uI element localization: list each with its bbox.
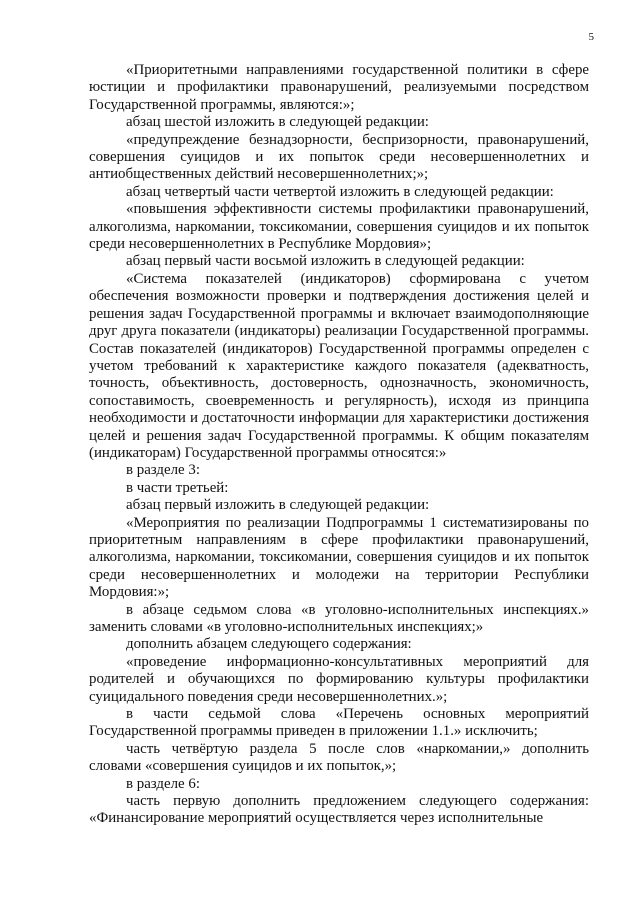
paragraph: абзац четвертый части четвертой изложить в следующей редакции:: [126, 183, 554, 200]
paragraph: в части третьей:: [126, 479, 229, 496]
paragraph: часть четвёртую раздела 5 после слов «наркомании,» дополнить словами «совершения суицидов и их попыток,»;: [89, 740, 589, 775]
paragraph: часть первую дополнить предложением следующего содержания: «Финансирование мероприятий осуществляется через исполнительные: [89, 793, 589, 827]
paragraph: в разделе 3:: [126, 462, 200, 479]
paragraph: «предупреждение безнадзорности, беспризорности, правонарушений, совершения суицидов и их попыток среди несовершеннолетних и антиобщественных действий несовершеннолетних;»;: [89, 131, 589, 183]
paragraph: «Мероприятия по реализации Подпрограммы 1 систематизированы по приоритетным направлениям в сфере профилактики правонарушений, алкоголизма, наркомании, токсикомании, совершения суицидов и их попыток среди несовершеннолетних и молодежи на территории Республики Мордовия:»;: [89, 514, 589, 601]
paragraph: абзац шестой изложить в следующей редакции:: [126, 114, 429, 131]
document-body: [89, 62, 589, 828]
paragraph: абзац первый изложить в следующей редакции:: [126, 497, 430, 514]
paragraph: «повышения эффективности системы профилактики правонарушений, алкоголизма, наркомании, токсикомании, совершения суицидов и их попыток среди несовершеннолетних в Республике Мордовия»;: [89, 201, 589, 253]
paragraph: «Приоритетными направлениями государственной политики в сфере юстиции и профилактики правонарушений, реализуемыми посредством Государственной программы, являются:»;: [89, 62, 589, 113]
paragraph: в части седьмой слова «Перечень основных мероприятий Государственной программы приведен в приложении 1.1.» исключить;: [89, 706, 589, 740]
paragraph: абзац первый части восьмой изложить в следующей редакции:: [126, 253, 525, 270]
paragraph: дополнить абзацем следующего содержания:: [126, 636, 412, 653]
paragraph: «проведение информационно-консультативных мероприятий для родителей и обучающихся по формированию культуры профилактики суицидального поведения среди несовершеннолетних.»;: [89, 653, 589, 705]
paragraph: в абзаце седьмом слова «в уголовно-исполнительных инспекциях.» заменить словами «в уголовно-исполнительных инспекциях;»: [89, 601, 589, 635]
paragraph: в разделе 6:: [126, 775, 200, 792]
paragraph: «Система показателей (индикаторов) сформирована с учетом обеспечения возможности проверки и подтверждения достижения целей и решения задач Государственной программы и включает взаимодополняющие друг друга показатели (индикаторы) реализации Государственной программы. Состав показателей (индикаторов) Государственной программы определен с учетом требований к характеристике каждого показателя (адекватность, точность, объективность, достоверность, однозначность, экономичность, сопоставимость, своевременность и регулярность), исходя из принципа необходимости и достаточности информации для характеристики достижения целей и решения задач Государственной программы. К общим показателям (индикаторам) Государственной программы относятся:»: [89, 270, 589, 461]
page-number: 5: [588, 31, 594, 43]
